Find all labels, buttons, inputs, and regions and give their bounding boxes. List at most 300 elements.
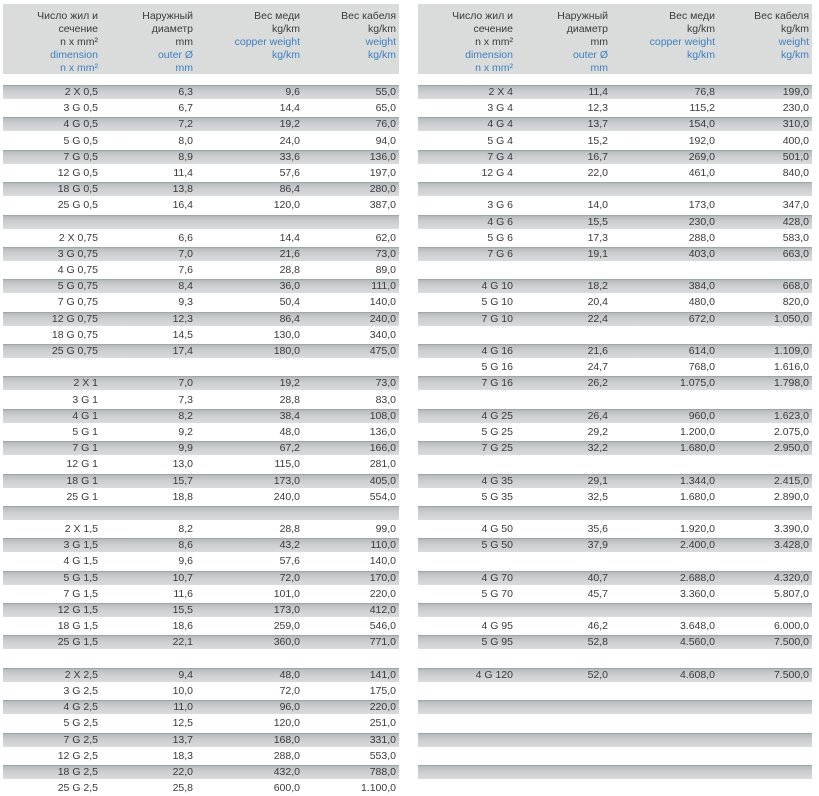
copper-weight-cell: 9,6	[285, 86, 300, 98]
cable-weight-cell: 405,0	[369, 474, 396, 487]
header-line: диаметр	[151, 23, 193, 35]
table-row	[3, 393, 399, 407]
copper-weight-cell	[611, 506, 718, 520]
header-line-en: outer Ø	[572, 49, 608, 61]
copper-weight-cell: 192,0	[688, 134, 715, 147]
outer-diameter-cell: 6,6	[178, 231, 193, 244]
cable-weight-cell: 230,0	[782, 102, 809, 115]
copper-weight-cell	[196, 360, 303, 374]
dimension-cell: 3 G 1	[72, 393, 98, 406]
separator-row	[418, 182, 812, 196]
outer-diameter-cell: 22,0	[587, 166, 608, 179]
outer-diameter-cell	[516, 749, 611, 763]
outer-diameter-cell: 15,5	[172, 604, 193, 616]
dimension-cell	[418, 652, 516, 666]
dimension-cell: 4 G 25	[481, 409, 513, 422]
table-header	[3, 4, 399, 74]
table-row	[3, 409, 399, 423]
outer-diameter-cell: 32,5	[587, 490, 608, 503]
cable-weight-cell: 788,0	[369, 765, 396, 778]
copper-weight-cell	[196, 652, 303, 666]
copper-weight-cell: 269,0	[688, 150, 715, 163]
header-line-en: n x mm²	[475, 62, 513, 74]
outer-diameter-cell: 13,8	[172, 183, 193, 196]
table-row	[3, 490, 399, 504]
dimension-cell: 18 G 1,5	[57, 620, 98, 633]
table-row	[418, 360, 812, 374]
table-row	[418, 668, 812, 682]
cable-weight-cell: 94,0	[375, 134, 396, 147]
copper-weight-cell: 240,0	[273, 490, 300, 503]
separator-row	[418, 733, 812, 747]
table-row	[418, 215, 812, 229]
outer-diameter-cell	[516, 765, 611, 779]
copper-weight-cell	[611, 781, 718, 795]
cable-weight-cell: 199,0	[782, 86, 809, 98]
dimension-cell: 18 G 2,5	[57, 765, 98, 778]
outer-diameter-cell: 9,3	[178, 296, 193, 309]
copper-weight-cell: 50,4	[279, 296, 300, 309]
copper-weight-cell	[196, 506, 303, 520]
cable-weight-cell: 2.075,0	[773, 425, 809, 438]
cable-weight-cell	[303, 506, 399, 520]
outer-diameter-cell: 8,0	[178, 134, 193, 147]
dimension-cell: 4 G 70	[481, 571, 513, 584]
table-row	[3, 344, 399, 358]
copper-weight-cell: 2.688,0	[679, 571, 715, 584]
outer-diameter-cell	[516, 652, 611, 666]
cable-weight-cell: 340,0	[369, 328, 396, 341]
copper-weight-cell: 768,0	[688, 361, 715, 374]
outer-diameter-cell: 13,0	[172, 458, 193, 471]
dimension-cell: 7 G 10	[481, 312, 513, 325]
table-row	[3, 328, 399, 342]
dimension-cell	[418, 328, 516, 342]
cable-weight-cell: 83,0	[375, 393, 396, 406]
table-body	[418, 85, 812, 795]
dimension-cell	[418, 263, 516, 277]
copper-weight-cell: 403,0	[688, 247, 715, 260]
cable-weight-cell: 89,0	[375, 264, 396, 277]
header-line: сечение	[58, 23, 98, 35]
header-line-en: dimension	[465, 49, 513, 61]
cable-weight-cell: 2.415,0	[773, 474, 809, 487]
table-row	[3, 150, 399, 164]
outer-diameter-cell: 22,1	[172, 636, 193, 649]
dimension-cell	[418, 684, 516, 698]
cable-weight-cell: 111,0	[371, 280, 396, 293]
copper-weight-cell	[611, 652, 718, 666]
table-row	[418, 198, 812, 212]
cable-weight-cell: 5.807,0	[773, 587, 809, 600]
copper-weight-cell	[611, 393, 718, 407]
cable-weight-cell: 7.500,0	[773, 636, 809, 649]
copper-weight-cell: 19,2	[279, 377, 300, 390]
copper-weight-cell	[611, 554, 718, 568]
cable-weight-cell: 175,0	[369, 684, 396, 697]
copper-weight-cell: 4.560,0	[679, 636, 715, 649]
dimension-cell: 18 G 0,5	[57, 183, 98, 196]
outer-diameter-cell	[516, 781, 611, 795]
outer-diameter-cell	[516, 457, 611, 471]
table-row	[3, 554, 399, 568]
cable-weight-cell	[718, 716, 812, 730]
dimension-cell: 5 G 2,5	[63, 717, 98, 730]
outer-diameter-cell: 29,2	[587, 425, 608, 438]
separator-row	[418, 716, 812, 730]
outer-diameter-cell: 20,4	[587, 296, 608, 309]
cable-weight-cell: 1.050,0	[773, 312, 809, 325]
outer-diameter-cell: 8,2	[178, 523, 193, 536]
dimension-cell: 5 G 95	[481, 636, 513, 649]
cable-weight-cell: 7.500,0	[773, 668, 809, 681]
dimension-cell: 12 G 0,75	[51, 312, 98, 325]
outer-diameter-cell: 15,5	[587, 215, 608, 228]
header-line: kg/km	[367, 23, 396, 35]
dimension-cell: 4 G 120	[475, 668, 513, 681]
separator-row	[418, 263, 812, 277]
dimension-cell: 2 X 1	[73, 377, 98, 390]
outer-diameter-cell: 14,5	[172, 328, 193, 341]
table-row	[418, 231, 812, 245]
copper-weight-cell: 120,0	[273, 199, 300, 212]
cable-weight-cell: 136,0	[369, 425, 396, 438]
dimension-cell: 25 G 2,5	[57, 782, 98, 795]
outer-diameter-cell: 29,1	[587, 474, 608, 487]
dimension-cell: 3 G 2,5	[63, 684, 98, 697]
cable-weight-cell	[303, 215, 399, 229]
cable-weight-cell: 400,0	[782, 134, 809, 147]
outer-diameter-cell: 17,4	[172, 345, 193, 357]
copper-weight-cell: 76,8	[694, 86, 715, 98]
cable-weight-cell: 4.320,0	[773, 571, 809, 584]
cable-weight-cell: 1.100,0	[360, 782, 396, 795]
header-line-en: n x mm²	[60, 62, 98, 74]
dimension-cell: 12 G 4	[481, 166, 513, 179]
dimension-cell: 4 G 50	[481, 523, 513, 536]
outer-diameter-cell: 9,6	[178, 555, 193, 568]
dimension-cell	[418, 393, 516, 407]
cable-weight-cell: 170,0	[369, 571, 396, 584]
copper-weight-cell: 28,8	[279, 393, 300, 406]
cable-weight-cell: 220,0	[369, 701, 396, 714]
dimension-cell	[418, 700, 516, 714]
cable-weight-cell: 62,0	[375, 231, 396, 244]
cable-weight-cell: 840,0	[782, 166, 809, 179]
copper-weight-cell: 19,2	[279, 118, 300, 131]
copper-weight-cell: 38,4	[279, 409, 300, 422]
cable-weight-cell	[718, 749, 812, 763]
separator-row	[3, 652, 399, 666]
cable-weight-cell	[718, 603, 812, 617]
copper-weight-cell: 154,0	[688, 118, 715, 131]
dimension-cell	[418, 765, 516, 779]
copper-weight-cell: 1.075,0	[679, 377, 715, 390]
outer-diameter-cell	[101, 215, 196, 229]
copper-weight-cell: 48,0	[279, 425, 300, 438]
dimension-cell: 5 G 4	[487, 134, 513, 147]
table-header	[418, 4, 812, 74]
outer-diameter-cell: 9,9	[178, 442, 193, 455]
copper-weight-cell	[611, 328, 718, 342]
header-line: сечение	[473, 23, 513, 35]
cable-weight-cell: 771,0	[369, 636, 396, 649]
cable-weight-cell: 347,0	[782, 199, 809, 212]
dimension-cell: 5 G 70	[481, 587, 513, 600]
outer-diameter-cell: 32,2	[587, 442, 608, 455]
table-row	[418, 635, 812, 649]
outer-diameter-cell: 45,7	[587, 587, 608, 600]
copper-weight-cell: 72,0	[279, 684, 300, 697]
outer-diameter-cell: 24,7	[587, 361, 608, 374]
table-row	[3, 279, 399, 293]
table-row	[3, 733, 399, 747]
table-row	[418, 571, 812, 585]
dimension-cell: 18 G 1	[66, 474, 98, 487]
dimension-cell: 3 G 4	[487, 102, 513, 115]
cable-weight-cell	[718, 700, 812, 714]
dimension-cell: 5 G 25	[481, 425, 513, 438]
dimension-cell: 3 G 1,5	[63, 539, 98, 552]
outer-diameter-cell	[516, 700, 611, 714]
outer-diameter-cell: 25,8	[172, 782, 193, 795]
dimension-cell	[3, 360, 101, 374]
cable-weight-cell: 3.428,0	[773, 539, 809, 552]
cable-weight-cell	[718, 684, 812, 698]
cable-weight-cell: 583,0	[782, 231, 809, 244]
cable-weight-cell: 55,0	[375, 86, 396, 98]
outer-diameter-cell: 13,7	[587, 118, 608, 131]
copper-weight-cell: 33,6	[279, 150, 300, 163]
copper-weight-cell: 21,6	[279, 247, 300, 260]
table-row	[418, 522, 812, 536]
cable-table-right	[418, 4, 812, 796]
dimension-cell: 12 G 2,5	[57, 749, 98, 762]
copper-weight-cell: 600,0	[273, 782, 300, 795]
header-col-outer-diameter	[516, 10, 611, 74]
copper-weight-cell: 614,0	[688, 345, 715, 357]
copper-weight-cell: 57,6	[279, 555, 300, 568]
table-row	[3, 101, 399, 115]
separator-row	[418, 457, 812, 471]
header-line: mm	[590, 36, 608, 48]
outer-diameter-cell	[101, 652, 196, 666]
copper-weight-cell: 36,0	[279, 280, 300, 293]
cable-weight-cell: 820,0	[782, 296, 809, 309]
header-line: kg/km	[686, 23, 715, 35]
outer-diameter-cell: 7,2	[178, 118, 193, 131]
header-line: Вес меди	[669, 10, 715, 22]
dimension-cell	[418, 749, 516, 763]
copper-weight-cell: 1.344,0	[679, 474, 715, 487]
table-row	[418, 247, 812, 261]
outer-diameter-cell: 15,7	[172, 474, 193, 487]
outer-diameter-cell: 7,3	[178, 393, 193, 406]
dimension-cell: 4 G 1	[72, 409, 98, 422]
outer-diameter-cell: 13,7	[172, 733, 193, 746]
table-row	[418, 376, 812, 390]
copper-weight-cell: 3.360,0	[679, 587, 715, 600]
table-row	[418, 312, 812, 326]
header-line-en: kg/km	[780, 49, 809, 61]
copper-weight-cell: 130,0	[273, 328, 300, 341]
dimension-cell	[418, 554, 516, 568]
cable-weight-cell: 140,0	[369, 555, 396, 568]
separator-row	[3, 215, 399, 229]
dimension-cell: 25 G 0,5	[57, 199, 98, 212]
copper-weight-cell: 384,0	[688, 280, 715, 293]
table-row	[3, 684, 399, 698]
header-line: Число жил и	[37, 10, 98, 22]
separator-row	[418, 506, 812, 520]
header-line: Вес кабеля	[754, 10, 809, 22]
header-col-dimension	[3, 10, 101, 74]
cable-weight-cell	[718, 457, 812, 471]
copper-weight-cell: 480,0	[688, 296, 715, 309]
copper-weight-cell: 288,0	[688, 231, 715, 244]
outer-diameter-cell: 7,0	[178, 247, 193, 260]
table-row	[3, 166, 399, 180]
dimension-cell	[3, 652, 101, 666]
outer-diameter-cell: 12,3	[587, 102, 608, 115]
cable-table-left	[3, 4, 399, 796]
outer-diameter-cell: 6,7	[178, 102, 193, 115]
cable-weight-cell: 108,0	[369, 409, 396, 422]
outer-diameter-cell: 7,0	[178, 377, 193, 390]
copper-weight-cell: 14,4	[279, 102, 300, 115]
dimension-cell	[418, 182, 516, 196]
table-row	[418, 279, 812, 293]
copper-weight-cell: 86,4	[279, 312, 300, 325]
dimension-cell: 5 G 10	[481, 296, 513, 309]
separator-row	[3, 506, 399, 520]
copper-weight-cell: 3.648,0	[679, 620, 715, 633]
table-row	[3, 781, 399, 795]
header-line: kg/km	[780, 23, 809, 35]
outer-diameter-cell: 15,2	[587, 134, 608, 147]
header-line-en: kg/km	[367, 49, 396, 61]
separator-row	[418, 603, 812, 617]
dimension-cell: 7 G 1	[72, 442, 98, 455]
cable-weight-cell: 554,0	[369, 490, 396, 503]
table-row	[3, 231, 399, 245]
outer-diameter-cell	[516, 393, 611, 407]
dimension-cell: 25 G 1	[66, 490, 98, 503]
copper-weight-cell: 1.680,0	[679, 490, 715, 503]
cable-weight-cell: 3.390,0	[773, 523, 809, 536]
table-row	[3, 619, 399, 633]
table-row	[418, 587, 812, 601]
table-row	[418, 150, 812, 164]
header-line: n x mm²	[60, 36, 98, 48]
cable-weight-cell: 136,0	[369, 150, 396, 163]
table-row	[3, 441, 399, 455]
dimension-cell: 12 G 1,5	[57, 604, 98, 616]
header-line-en: outer Ø	[157, 49, 193, 61]
cable-weight-cell: 140,0	[369, 296, 396, 309]
dimension-cell: 4 G 0,5	[63, 118, 98, 131]
cable-weight-cell	[718, 652, 812, 666]
dimension-cell: 2 X 4	[488, 86, 513, 98]
table-row	[3, 749, 399, 763]
outer-diameter-cell: 18,3	[172, 749, 193, 762]
outer-diameter-cell: 8,2	[178, 409, 193, 422]
dimension-cell: 5 G 50	[481, 539, 513, 552]
copper-weight-cell: 14,4	[279, 231, 300, 244]
dimension-cell	[418, 603, 516, 617]
header-line-en: mm	[590, 62, 608, 74]
outer-diameter-cell: 52,0	[587, 668, 608, 681]
copper-weight-cell: 28,8	[279, 264, 300, 277]
table-row	[418, 295, 812, 309]
cable-weight-cell: 141,0	[369, 668, 396, 681]
outer-diameter-cell: 22,4	[587, 312, 608, 325]
header-line: Вес меди	[254, 10, 300, 22]
separator-row	[418, 781, 812, 795]
header-line-en: kg/km	[686, 49, 715, 61]
dimension-cell: 5 G 35	[481, 490, 513, 503]
dimension-cell: 25 G 0,75	[51, 345, 98, 357]
copper-weight-cell: 173,0	[688, 199, 715, 212]
cable-weight-cell: 501,0	[782, 150, 809, 163]
dimension-cell: 7 G 25	[481, 442, 513, 455]
dimension-cell: 3 G 0,5	[63, 102, 98, 115]
copper-weight-cell: 259,0	[273, 620, 300, 633]
dimension-cell	[3, 506, 101, 520]
header-line: n x mm²	[475, 36, 513, 48]
copper-weight-cell: 24,0	[279, 134, 300, 147]
copper-weight-cell	[611, 182, 718, 196]
copper-weight-cell	[196, 215, 303, 229]
outer-diameter-cell: 37,9	[587, 539, 608, 552]
table-row	[3, 85, 399, 99]
cable-weight-cell	[718, 733, 812, 747]
copper-weight-cell	[611, 603, 718, 617]
header-line: Вес кабеля	[341, 10, 396, 22]
copper-weight-cell: 173,0	[273, 474, 300, 487]
cable-weight-cell: 110,0	[370, 539, 396, 552]
table-row	[3, 716, 399, 730]
table-body	[3, 85, 399, 795]
copper-weight-cell: 115,0	[274, 458, 300, 471]
header-line-en: copper weight	[234, 36, 300, 48]
header-col-copper-weight	[611, 10, 718, 74]
cable-weight-cell: 1.798,0	[773, 377, 809, 390]
table-row	[418, 538, 812, 552]
header-line-en: weight	[365, 36, 396, 48]
dimension-cell: 25 G 1,5	[57, 636, 98, 649]
cable-weight-cell: 2.950,0	[773, 442, 809, 455]
table-row	[3, 571, 399, 585]
copper-weight-cell: 230,0	[688, 215, 715, 228]
cable-weight-cell: 553,0	[369, 749, 396, 762]
cable-weight-cell	[718, 765, 812, 779]
separator-row	[418, 684, 812, 698]
copper-weight-cell	[611, 457, 718, 471]
outer-diameter-cell: 11,4	[173, 166, 193, 179]
header-col-outer-diameter	[101, 10, 196, 74]
table-row	[3, 376, 399, 390]
outer-diameter-cell: 8,4	[178, 280, 193, 293]
cable-weight-cell	[303, 360, 399, 374]
copper-weight-cell: 86,4	[279, 183, 300, 196]
dimension-cell: 7 G 1,5	[63, 587, 98, 600]
copper-weight-cell: 28,8	[279, 523, 300, 536]
outer-diameter-cell	[101, 360, 196, 374]
outer-diameter-cell: 12,5	[172, 717, 193, 730]
table-row	[3, 198, 399, 212]
copper-weight-cell: 960,0	[688, 409, 715, 422]
